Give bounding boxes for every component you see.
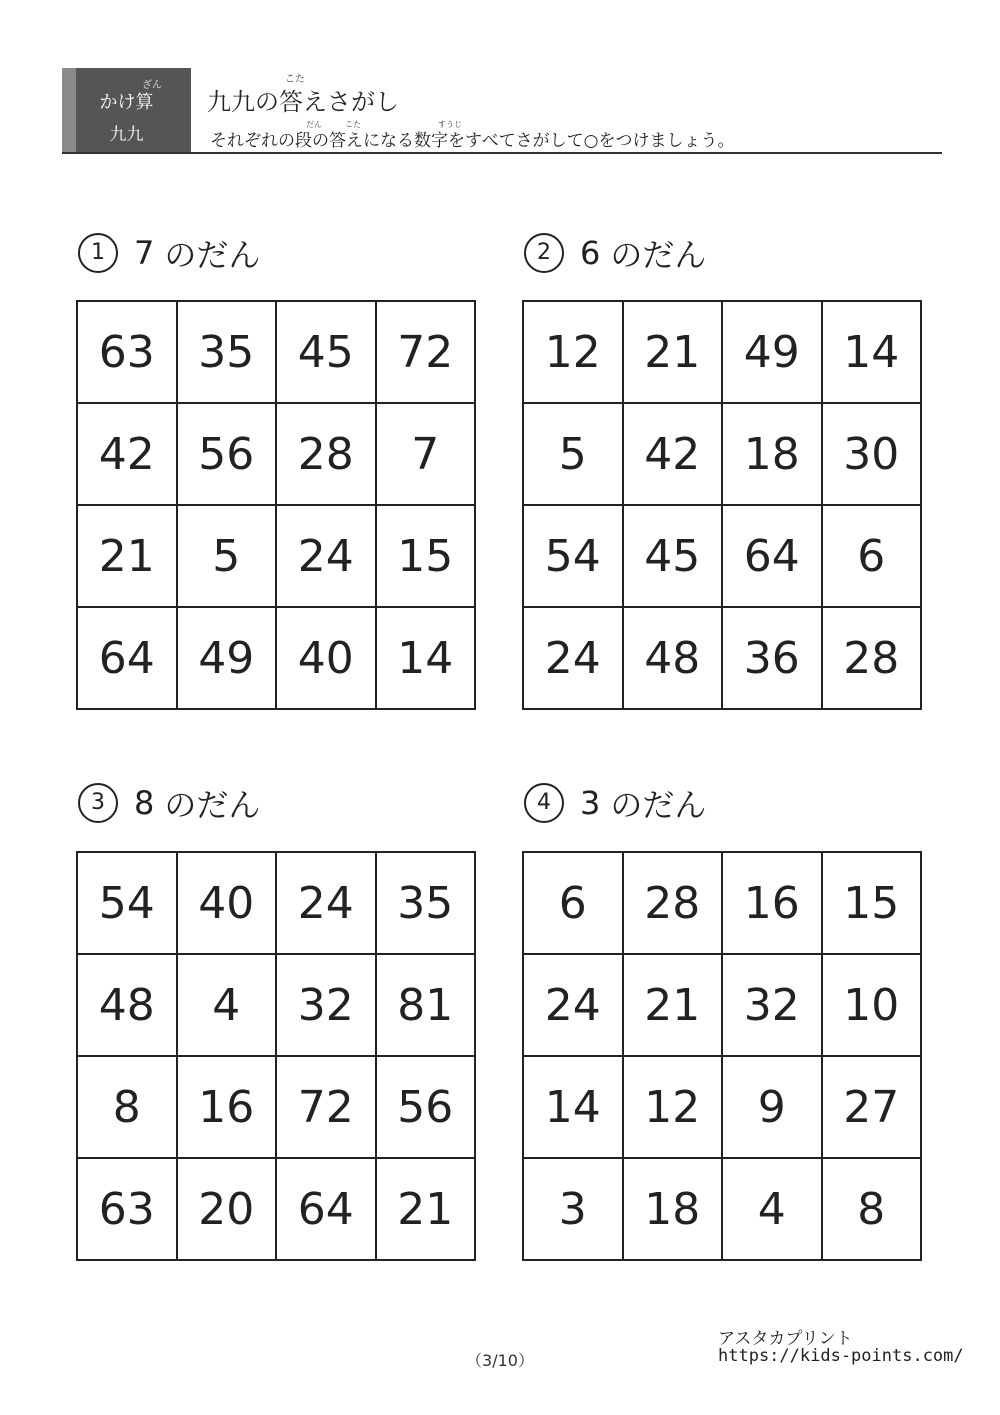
grid-cell[interactable]: 72 — [276, 1056, 376, 1158]
grid-cell[interactable]: 15 — [376, 505, 476, 607]
grid-cell[interactable]: 64 — [77, 607, 177, 709]
section-number-1: 1 — [78, 233, 118, 273]
brand-name: アスタカプリント — [718, 1329, 853, 1349]
category-ruby: ざん — [142, 80, 162, 91]
grid-cell[interactable]: 45 — [623, 505, 723, 607]
number-grid-2 — [522, 300, 922, 710]
dan-suffix-3: のだん — [164, 786, 261, 824]
ruby-suuji: すうじ — [438, 120, 462, 129]
grid-cell[interactable]: 12 — [623, 1056, 723, 1158]
dan-number-3: 8 — [134, 784, 155, 822]
grid-cell[interactable]: 9 — [722, 1056, 822, 1158]
grid-cell[interactable]: 81 — [376, 954, 476, 1056]
category-tab — [62, 68, 191, 154]
number-grid-4 — [522, 851, 922, 1261]
grid-cell[interactable]: 4 — [722, 1158, 822, 1260]
title-ruby: こた — [285, 74, 305, 85]
grid-cell[interactable]: 32 — [722, 954, 822, 1056]
grid-cell[interactable]: 6 — [523, 852, 623, 954]
grid-cell[interactable]: 3 — [523, 1158, 623, 1260]
grid-cell[interactable]: 14 — [523, 1056, 623, 1158]
grid-cell[interactable]: 56 — [177, 403, 277, 505]
dan-number-1: 7 — [134, 234, 155, 272]
grid-cell[interactable]: 48 — [77, 954, 177, 1056]
grid-cell[interactable]: 35 — [177, 301, 277, 403]
grid-cell[interactable]: 64 — [276, 1158, 376, 1260]
number-grid-1 — [76, 300, 476, 710]
ruby-kota: こた — [345, 120, 361, 129]
grid-cell[interactable]: 14 — [822, 301, 922, 403]
grid-cell[interactable]: 63 — [77, 301, 177, 403]
grid-cell[interactable]: 14 — [376, 607, 476, 709]
dan-number-2: 6 — [580, 234, 601, 272]
grid-cell[interactable]: 64 — [722, 505, 822, 607]
section-heading-1 — [78, 230, 260, 276]
grid-cell[interactable]: 72 — [376, 301, 476, 403]
site-url[interactable]: https://kids-points.com/ — [718, 1346, 964, 1366]
dan-number-4: 3 — [580, 784, 601, 822]
grid-cell[interactable]: 30 — [822, 403, 922, 505]
grid-cell[interactable]: 18 — [722, 403, 822, 505]
grid-cell[interactable]: 28 — [623, 852, 723, 954]
grid-cell[interactable]: 15 — [822, 852, 922, 954]
section-number-4: 4 — [524, 783, 564, 823]
number-grid-3 — [76, 851, 476, 1261]
grid-cell[interactable]: 20 — [177, 1158, 277, 1260]
section-number-3: 3 — [78, 783, 118, 823]
grid-cell[interactable]: 63 — [77, 1158, 177, 1260]
grid-cell[interactable]: 6 — [822, 505, 922, 607]
grid-cell[interactable]: 24 — [523, 954, 623, 1056]
grid-cell[interactable]: 24 — [276, 852, 376, 954]
grid-cell[interactable]: 21 — [623, 301, 723, 403]
grid-cell[interactable]: 48 — [623, 607, 723, 709]
dan-suffix-1: のだん — [164, 236, 261, 274]
dan-suffix-4: のだん — [610, 786, 707, 824]
grid-cell[interactable]: 42 — [623, 403, 723, 505]
grid-cell[interactable]: 21 — [77, 505, 177, 607]
grid-cell[interactable]: 28 — [822, 607, 922, 709]
section-number-2: 2 — [524, 233, 564, 273]
section-heading-4 — [524, 780, 706, 826]
grid-cell[interactable]: 36 — [722, 607, 822, 709]
subcategory-label: 九九 — [109, 125, 144, 145]
grid-cell[interactable]: 4 — [177, 954, 277, 1056]
grid-cell[interactable]: 8 — [822, 1158, 922, 1260]
dan-suffix-2: のだん — [610, 236, 707, 274]
grid-cell[interactable]: 21 — [623, 954, 723, 1056]
grid-cell[interactable]: 35 — [376, 852, 476, 954]
grid-cell[interactable]: 45 — [276, 301, 376, 403]
grid-cell[interactable]: 12 — [523, 301, 623, 403]
grid-cell[interactable]: 42 — [77, 403, 177, 505]
page-number: （3/10） — [466, 1351, 534, 1370]
grid-cell[interactable]: 56 — [376, 1056, 476, 1158]
grid-cell[interactable]: 27 — [822, 1056, 922, 1158]
grid-cell[interactable]: 24 — [276, 505, 376, 607]
grid-cell[interactable]: 5 — [523, 403, 623, 505]
page-title: 九九の答えさがし — [207, 88, 399, 116]
grid-cell[interactable]: 24 — [523, 607, 623, 709]
grid-cell[interactable]: 54 — [523, 505, 623, 607]
header-divider — [62, 152, 942, 154]
grid-cell[interactable]: 10 — [822, 954, 922, 1056]
grid-cell[interactable]: 40 — [276, 607, 376, 709]
grid-cell[interactable]: 32 — [276, 954, 376, 1056]
ruby-dan: だん — [306, 120, 322, 129]
category-label: かけ算 — [99, 92, 154, 113]
grid-cell[interactable]: 21 — [376, 1158, 476, 1260]
grid-cell[interactable]: 28 — [276, 403, 376, 505]
grid-cell[interactable]: 16 — [722, 852, 822, 954]
grid-cell[interactable]: 40 — [177, 852, 277, 954]
grid-cell[interactable]: 8 — [77, 1056, 177, 1158]
grid-cell[interactable]: 16 — [177, 1056, 277, 1158]
grid-cell[interactable]: 49 — [722, 301, 822, 403]
grid-cell[interactable]: 7 — [376, 403, 476, 505]
section-heading-3 — [78, 780, 260, 826]
grid-cell[interactable]: 18 — [623, 1158, 723, 1260]
grid-cell[interactable]: 54 — [77, 852, 177, 954]
grid-cell[interactable]: 49 — [177, 607, 277, 709]
section-heading-2 — [524, 230, 706, 276]
grid-cell[interactable]: 5 — [177, 505, 277, 607]
instructions: それぞれの段の答えになる数字をすべてさがして○をつけましょう。 — [210, 131, 735, 151]
